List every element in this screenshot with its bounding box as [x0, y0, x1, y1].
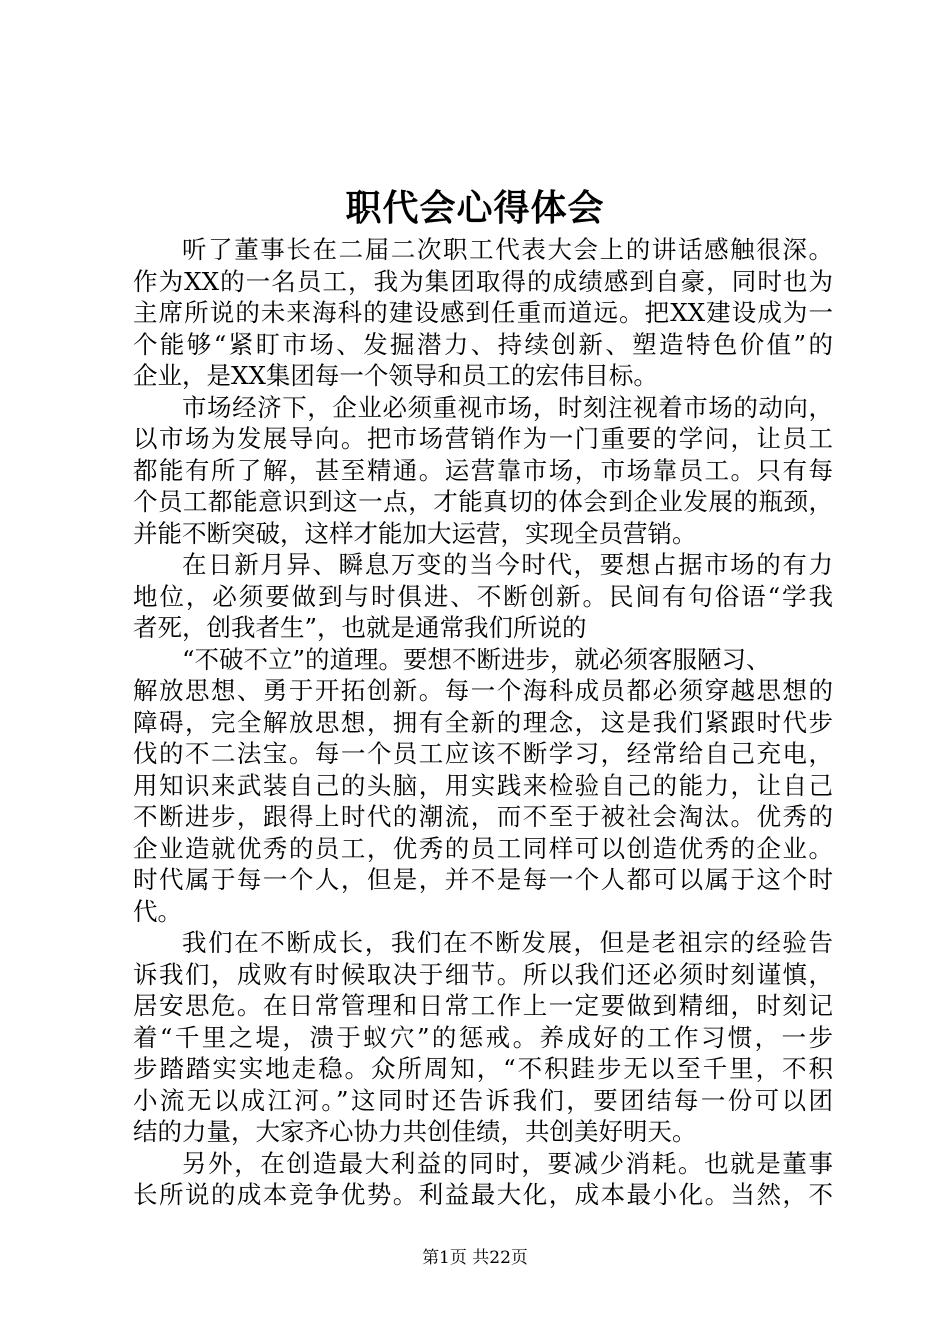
- text-line: 时代属于每一个人，但是，并不是每一个人都可以属于这个时: [133, 865, 833, 894]
- document-title: 职代会心得体会: [345, 187, 605, 229]
- text-line: 听了董事长在二届二次职工代表大会上的讲话感触很深。: [182, 235, 833, 264]
- text-line: 以市场为发展导向。把市场营销作为一门重要的学问，让员工: [133, 424, 833, 453]
- text-line: 个能够“紧盯市场、发掘潜力、持续创新、塑造特色价值”的: [133, 329, 833, 359]
- text-line: 不断进步，跟得上时代的潮流，而不至于被社会淘汰。优秀的: [133, 802, 833, 831]
- text-line: 个员工都能意识到这一点，才能真切的体会到企业发展的瓶颈，: [133, 487, 833, 516]
- text-line: 在日新月异、瞬息万变的当今时代，要想占据市场的有力: [182, 550, 833, 579]
- text-line: 长所说的成本竞争优势。利益最大化，成本最小化。当然，不: [133, 1180, 833, 1209]
- text-line: 诉我们，成败有时候取决于细节。所以我们还必须时刻谨慎，: [133, 959, 833, 989]
- text-line: 主席所说的未来海科的建设感到任重而道远。把XX建设成为一: [133, 298, 833, 327]
- page-number: 第1页 共22页: [422, 1248, 528, 1268]
- text-line: 者死，创我者生”，也就是通常我们所说的: [133, 613, 587, 642]
- document-body: [133, 234, 833, 1211]
- text-line: 代。: [133, 896, 182, 926]
- text-line: 我们在不断成长，我们在不断发展，但是老祖宗的经验告: [182, 928, 833, 957]
- text-line: 地位，必须要做到与时俱进、不断创新。民间有句俗语“学我: [133, 581, 833, 611]
- text-line: 小流无以成江河。”这同时还告诉我们，要团结每一份可以团: [133, 1085, 833, 1115]
- text-line: 步踏踏实实地走稳。众所周知，“不积跬步无以至千里，不积: [133, 1054, 833, 1083]
- text-line: 伐的不二法宝。每一个员工应该不断学习，经常给自己充电，: [133, 739, 833, 768]
- text-line: 用知识来武装自己的头脑，用实践来检验自己的能力，让自己: [133, 770, 833, 800]
- text-line: 另外，在创造最大利益的同时，要减少消耗。也就是董事: [182, 1148, 833, 1178]
- text-line: 都能有所了解，甚至精通。运营靠市场，市场靠员工。只有每: [133, 455, 833, 485]
- text-line: 并能不断突破，这样才能加大运营，实现全员营销。: [133, 518, 697, 548]
- text-line: 企业造就优秀的员工，优秀的员工同样可以创造优秀的企业。: [133, 833, 833, 863]
- text-line: 作为XX的一名员工，我为集团取得的成绩感到自豪，同时也为: [133, 266, 833, 296]
- text-line: 障碍，完全解放思想，拥有全新的理念，这是我们紧跟时代步: [133, 707, 833, 737]
- text-line: 着“千里之堤，溃于蚁穴”的惩戒。养成好的工作习惯，一步: [133, 1022, 833, 1052]
- text-line: 解放思想、勇于开拓创新。每一个海科成员都必须穿越思想的: [133, 676, 833, 705]
- text-line: 居安思危。在日常管理和日常工作上一定要做到精细，时刻记: [133, 991, 833, 1020]
- text-line: 结的力量，大家齐心协力共创佳绩，共创美好明天。: [133, 1117, 697, 1146]
- text-line: 市场经济下，企业必须重视市场，时刻注视着市场的动向，: [182, 392, 833, 422]
- text-line: “不破不立”的道理。要想不断进步，就必须客服陋习、: [182, 644, 771, 674]
- text-line: 企业，是XX集团每一个领导和员工的宏伟目标。: [133, 361, 658, 390]
